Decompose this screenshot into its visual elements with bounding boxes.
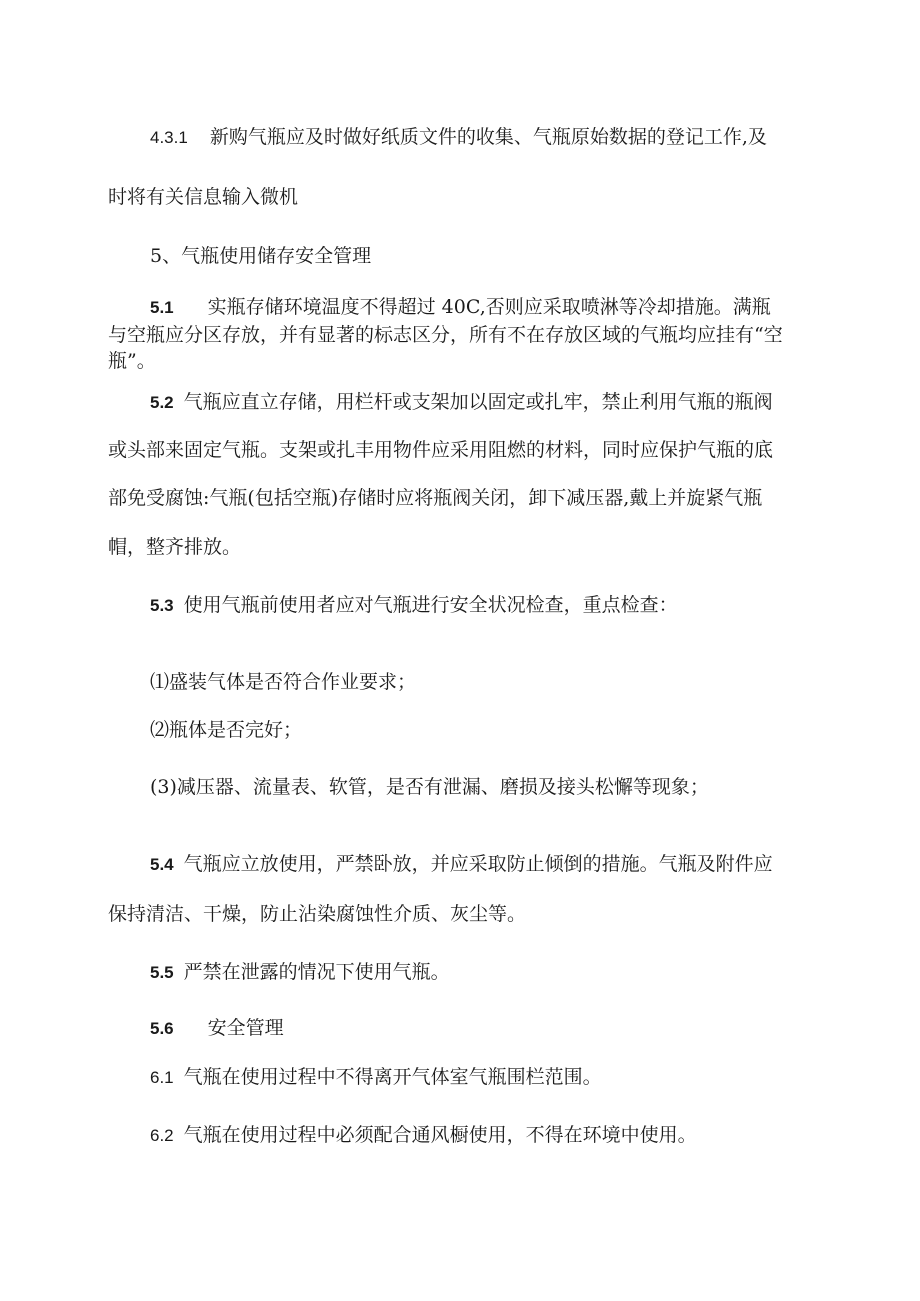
paragraph-6-1 (150, 1065, 602, 1090)
section-heading-5 (150, 244, 371, 268)
paragraph-text: 气瓶应立放使用，严禁卧放，并应采取防止倾倒的措施。气瓶及附件应 (183, 853, 773, 875)
paragraph-5-4-line-2 (108, 902, 526, 926)
paragraph-text: 部免受腐蚀:气瓶(包括空瓶)存储时应将瓶阀关闭，卸下减压器,戴上并旋紧气瓶 (108, 487, 763, 509)
paragraph-text: 安全管理 (207, 1017, 284, 1039)
paragraph-5-1-line-1 (150, 295, 771, 320)
list-item-2 (150, 718, 302, 742)
paragraph-6-2 (150, 1123, 697, 1148)
paragraph-5-6 (150, 1016, 284, 1041)
section-number: 6.1 (150, 1068, 174, 1087)
section-number: 5.3 (150, 596, 174, 615)
section-number: 5.6 (150, 1019, 174, 1038)
paragraph-text: 气瓶应直立存储，用栏杆或支架加以固定或扎牢，禁止利用气瓶的瓶阀 (183, 391, 773, 413)
paragraph-5-2-line-2 (108, 438, 773, 462)
paragraph-text: 气瓶在使用过程中不得离开气体室气瓶围栏范围。 (183, 1066, 602, 1088)
section-number: 6.2 (150, 1126, 174, 1145)
paragraph-4-3-1-line-2 (108, 185, 298, 209)
paragraph-text: 气瓶在使用过程中必须配合通风橱使用，不得在环境中使用。 (183, 1124, 697, 1146)
paragraph-text: 与空瓶应分区存放，并有显著的标志区分，所有不在存放区域的气瓶均应挂有“空 (108, 324, 783, 346)
section-number: 5.5 (150, 963, 174, 982)
section-number: 5.2 (150, 393, 174, 412)
paragraph-5-2-line-1 (150, 390, 773, 415)
paragraph-text: 新购气瓶应及时做好纸质文件的收集、气瓶原始数据的登记工作,及 (209, 126, 767, 148)
paragraph-5-2-line-4 (108, 535, 241, 559)
paragraph-5-5 (150, 960, 450, 985)
paragraph-5-4-line-1 (150, 852, 773, 877)
section-number: 4.3.1 (150, 128, 188, 147)
paragraph-5-1-line-3 (108, 349, 156, 373)
section-number: 5.1 (150, 298, 174, 317)
paragraph-4-3-1-line-1 (150, 125, 767, 150)
list-item-text: ⑴盛装气体是否符合作业要求； (150, 671, 417, 693)
paragraph-text: 或头部来固定气瓶。支架或扎丰用物件应采用阻燃的材料，同时应保护气瓶的底 (108, 439, 774, 461)
list-item-text: (3)减压器、流量表、软管，是否有泄漏、磨损及接头松懈等现象； (150, 776, 709, 798)
paragraph-text: 实瓶存储环境温度不得超过 40C,否则应采取喷淋等冷却措施。满瓶 (207, 296, 771, 318)
paragraph-5-2-line-3 (108, 486, 762, 510)
heading-text: 5、气瓶使用储存安全管理 (150, 245, 372, 267)
list-item-3 (150, 775, 709, 799)
paragraph-5-1-line-2 (108, 323, 783, 347)
paragraph-text: 帽，整齐排放。 (108, 536, 242, 558)
list-item-text: ⑵瓶体是否完好； (150, 719, 303, 741)
paragraph-text: 保持清洁、干燥，防止沾染腐蚀性介质、灰尘等。 (108, 903, 527, 925)
paragraph-text: 瓶”。 (108, 350, 156, 372)
section-number: 5.4 (150, 855, 174, 874)
paragraph-text: 时将有关信息输入微机 (108, 186, 299, 208)
paragraph-text: 使用气瓶前使用者应对气瓶进行安全状况检查，重点检查： (183, 594, 678, 616)
list-item-1 (150, 670, 416, 694)
paragraph-5-3-line-1 (150, 593, 678, 618)
paragraph-text: 严禁在泄露的情况下使用气瓶。 (183, 961, 450, 983)
